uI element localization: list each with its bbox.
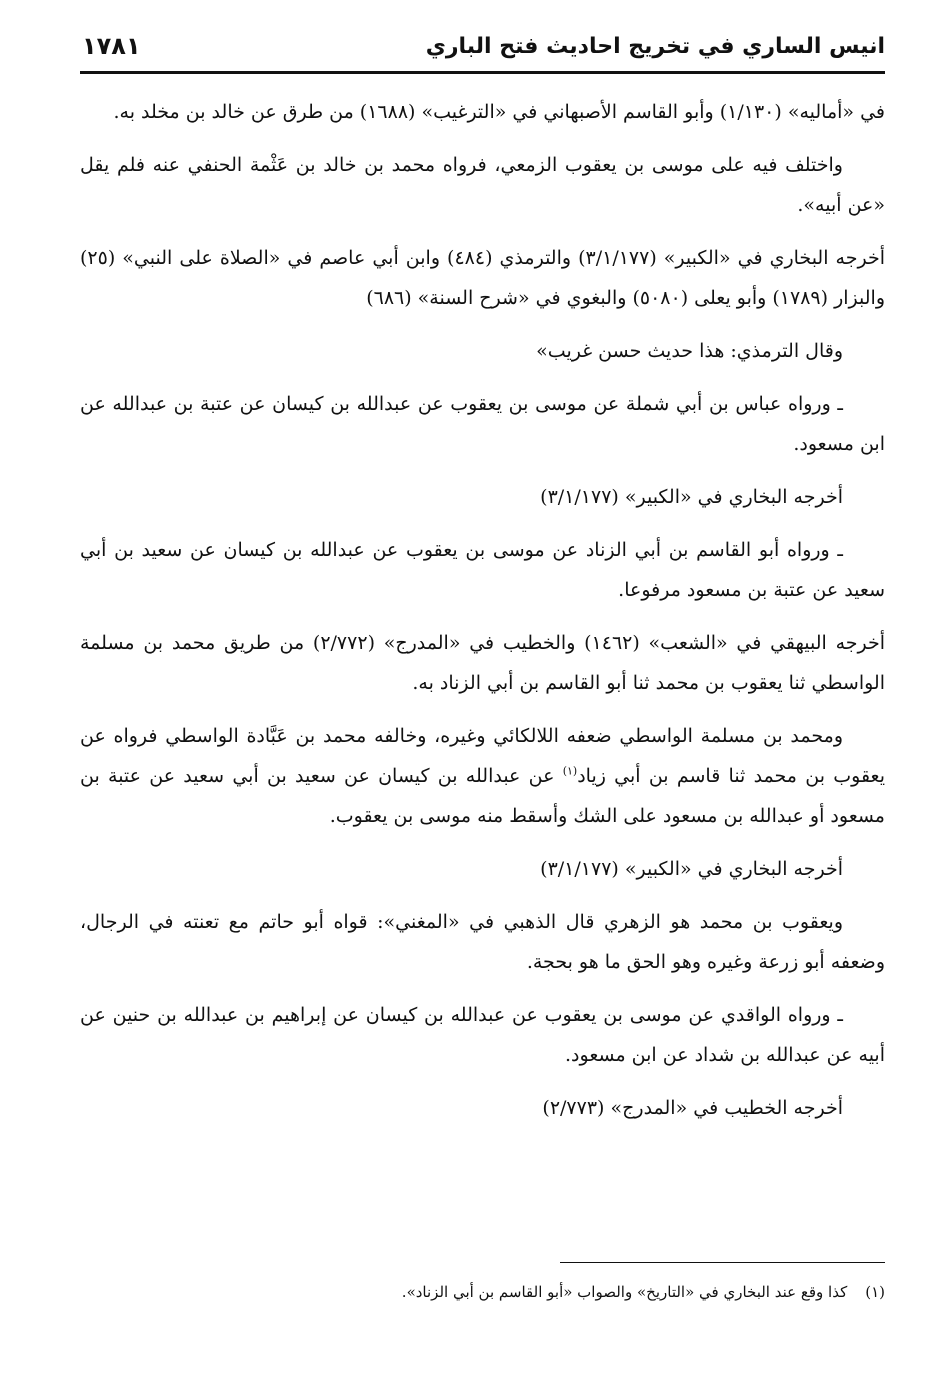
paragraph: في «أماليه» (١/١٣٠) وأبو القاسم الأصبهاني في «الترغيب» (١٦٨٨) من طرق عن خالد بن مخلد به. — [113, 101, 885, 123]
paragraph: ـ ورواه عباس بن أبي شملة عن موسى بن يعقوب عن عبدالله بن كيسان عن عتبة بن عبدالله عن ابن مسعود. — [80, 393, 885, 455]
paragraph: أخرجه البيهقي في «الشعب» (١٤٦٢) والخطيب في «المدرج» (٢/٧٧٢) من طريق محمد بن مسلمة الواسطي ثنا يعقوب بن محمد ثنا أبو القاسم بن أبي الزناد به. — [80, 632, 886, 694]
paragraph: واختلف فيه على موسى بن يعقوب الزمعي، فرواه محمد بن خالد بن عَثْمة الحنفي عنه فلم يقل «عن أبيه». — [80, 154, 885, 216]
paragraph: وقال الترمذي: هذا حديث حسن غريب» — [536, 340, 843, 362]
paragraph — [80, 716, 885, 836]
footnote-divider — [560, 1262, 885, 1263]
paragraph: أخرجه البخاري في «الكبير» (٣/١/١٧٧) والترمذي (٤٨٤) وابن أبي عاصم في «الصلاة على النبي» (٢٥) والبزار (١٧٨٩) وأبو يعلى (٥٠٨٠) والبغوي في «شرح السنة» (٦٨٦) — [80, 247, 885, 309]
footnote-marker: (١) — [562, 764, 578, 778]
header-rule — [80, 71, 885, 74]
footnote-number: (١) — [865, 1283, 885, 1301]
paragraph-text-continued: عن عبدالله بن كيسان عن سعيد بن أبي سعيد عن عتبة بن مسعود أو عبدالله بن مسعود على الشك وأسقط منه موسى بن يعقوب. — [80, 765, 885, 827]
paragraph-text: ومحمد بن مسلمة الواسطي ضعفه اللالكائي وغيره، وخالفه محمد بن عَبَّادة الواسطي فرواه عن يعقوب بن محمد ثنا قاسم بن أبي زياد — [80, 725, 886, 787]
paragraph: أخرجه البخاري في «الكبير» (٣/١/١٧٧) — [540, 858, 843, 880]
footnote — [80, 1278, 885, 1306]
paragraph: أخرجه الخطيب في «المدرج» (٢/٧٧٣) — [542, 1097, 843, 1119]
paragraph: ويعقوب بن محمد هو الزهري قال الذهبي في «المغني»: قواه أبو حاتم مع تعنته في الرجال، وضعفه أبو زرعة وغيره وهو الحق ما هو بحجة. — [80, 911, 885, 973]
paragraph: أخرجه البخاري في «الكبير» (٣/١/١٧٧) — [540, 486, 843, 508]
footnote-text: كذا وقع عند البخاري في «التاريخ» والصواب «أبو القاسم بن أبي الزناد». — [401, 1283, 848, 1301]
book-title: انيس الساري في تخريج احاديث فتح الباري — [425, 34, 885, 59]
paragraph: ـ ورواه أبو القاسم بن أبي الزناد عن موسى بن يعقوب عن عبدالله بن كيسان عن سعيد بن أبي سعيد عن عتبة بن مسعود مرفوعا. — [80, 539, 885, 601]
main-text — [80, 92, 885, 1141]
running-header — [80, 28, 885, 74]
page-number: ١٧٨١ — [82, 32, 141, 60]
paragraph: ـ ورواه الواقدي عن موسى بن يعقوب عن عبدالله بن كيسان عن إبراهيم بن عبدالله بن حنين عن أبيه عن عبدالله بن شداد عن ابن مسعود. — [80, 1004, 885, 1066]
